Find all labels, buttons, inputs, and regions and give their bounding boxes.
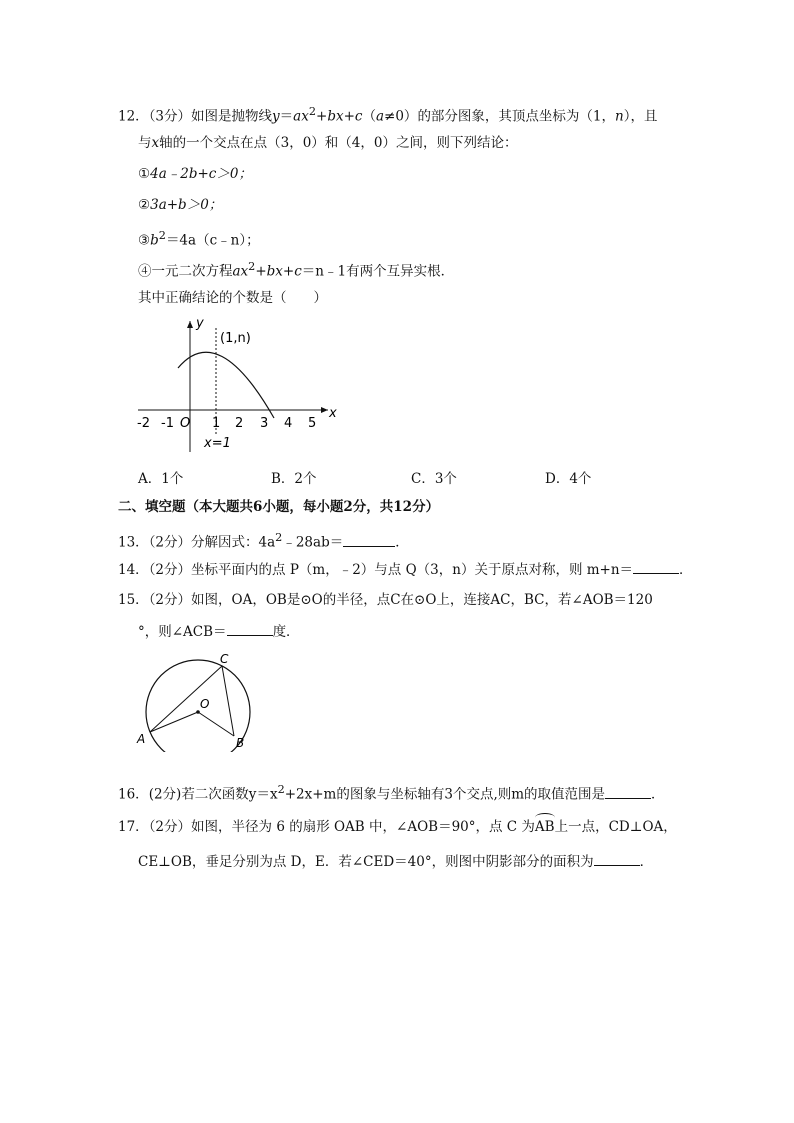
q12-text: 如图是抛物线 [191, 108, 273, 125]
q14-end: ． [679, 562, 693, 578]
q12-s4-label: ④ [138, 263, 152, 280]
q12-s3-label: ③ [138, 232, 151, 249]
q13-sup: 2 [275, 531, 283, 544]
q17-arc-ab: AB [534, 819, 555, 835]
q17-text2: CE⊥OB，垂足分别为点 D，E．若∠CED＝40°，则图中阴影部分的面积为 [138, 854, 594, 870]
q12-text-end: ），且 [623, 108, 658, 125]
q13-text: 分解因式：4a [191, 534, 276, 551]
q12-cond-open: （ [362, 108, 376, 125]
tick-label: 5 [308, 416, 317, 431]
q12-s4-ax: ax [232, 263, 249, 280]
q17-end: ． [639, 854, 654, 870]
q12-statement-3 [138, 227, 260, 250]
label-o: O [200, 697, 210, 711]
q17-number: 17． [118, 819, 149, 835]
q12-s4-rest: ＝n﹣1有两个互异实根． [301, 263, 455, 280]
q16-end: ． [651, 786, 665, 803]
q12-statement-2 [138, 196, 222, 214]
q14 [118, 560, 693, 579]
q13-answer-blank[interactable] [343, 533, 395, 547]
q14-number: 14． [118, 562, 149, 578]
q15-answer-blank[interactable] [227, 622, 273, 636]
circle-o [146, 660, 250, 752]
section-heading: 二、填空题（本大题共6小题，每小题2分，共12分） [118, 499, 440, 515]
q15-circle-diagram [136, 652, 266, 752]
parabola-curve [178, 352, 274, 418]
tick-label: 1 [212, 416, 221, 431]
q15-score: （2分） [148, 592, 192, 608]
q12-ask-text: 其中正确结论的个数是（ ） [138, 290, 327, 306]
segment-oa [150, 712, 198, 732]
q12-s4-sup: 2 [248, 260, 256, 273]
q12-eq-y: y [272, 108, 280, 125]
q12-s1-text: 4a﹣2b+c＞0； [150, 166, 252, 182]
q12-s4-mid: +bx+c [255, 263, 302, 280]
q13-end: ． [395, 534, 409, 551]
q12-option-d[interactable]: D．4个 [545, 471, 592, 487]
x-axis-arrow [321, 407, 328, 413]
q12-stem-line2 [138, 134, 517, 152]
q16-sup: 2 [277, 783, 285, 796]
label-b: B [236, 736, 245, 750]
q16-number: 16． [118, 786, 149, 803]
q16-rest: +2x+m的图象与坐标轴有3个交点,则m的取值范围是 [284, 786, 606, 803]
q16-answer-blank[interactable] [605, 785, 651, 799]
q16-score: (2分) [148, 786, 182, 803]
q13 [118, 529, 409, 552]
vertex-label: (1,n) [220, 331, 251, 346]
q12-cond-close: ≠0） [384, 108, 418, 125]
q12-number: 12． [118, 108, 149, 125]
q12-eq-equals: ＝ [279, 108, 294, 125]
q12-option-a[interactable]: A．1个 [138, 471, 184, 487]
q12-text-vertex: 的部分图象，其顶点坐标为（1， [417, 108, 616, 125]
tick-label: 3 [260, 416, 269, 431]
q15-text: 如图，OA，OB是⊙O的半径，点C在⊙O上，连接AC，BC，若∠AOB＝120 [191, 592, 653, 608]
segment-bc [222, 666, 234, 736]
q12-eq-rest: +bx+c [316, 108, 363, 125]
q12-s4-pre: 一元二次方程 [151, 263, 233, 280]
q15-end: 度． [272, 624, 300, 640]
q12-eq-sup: 2 [308, 105, 317, 118]
q15-line1 [118, 591, 653, 609]
q16 [118, 781, 665, 804]
q12-option-b[interactable]: B．2个 [271, 471, 317, 487]
origin-label: O [180, 416, 191, 431]
q12-score: （3分） [148, 108, 192, 125]
symmetry-axis-label: x=1 [204, 436, 231, 451]
q15-line2-text: °，则∠ACB＝ [138, 624, 227, 640]
q13-rest: ﹣28ab＝ [282, 534, 344, 551]
q12-line2-x: x [151, 135, 160, 151]
q12-s3-b: b [150, 232, 159, 249]
q15-line2 [138, 622, 300, 641]
q12-s2-label: ② [138, 197, 151, 213]
q12-cond-a: a [375, 108, 385, 125]
label-a: A [137, 732, 146, 746]
q17-text1b: 上一点，CD⊥OA， [554, 819, 677, 835]
q12-parabola-graph [132, 316, 342, 456]
q14-score: （2分） [148, 562, 192, 578]
q14-answer-blank[interactable] [633, 560, 679, 574]
q12-line2-text: 轴的一个交点在点（3，0）和（4，0）之间，则下列结论： [159, 135, 518, 151]
y-axis-arrow [187, 321, 193, 328]
q17-line1 [118, 818, 677, 836]
x-axis-label: x [329, 406, 337, 421]
tick-label: 2 [235, 416, 244, 431]
segment-ob [198, 712, 234, 736]
q17-score: （2分） [148, 819, 192, 835]
q13-number: 13． [118, 534, 149, 551]
q12-s1-label: ① [138, 166, 151, 182]
q12-option-c[interactable]: C．3个 [411, 471, 457, 487]
q16-text: 若二次函数y＝x [181, 786, 278, 803]
q12-s2-text: 3a+b＞0； [150, 197, 223, 213]
q12-s3-rest: ＝4a（c﹣n）； [165, 232, 260, 249]
q12-eq-ax: ax [293, 108, 309, 125]
q12-ask [138, 289, 327, 307]
q12-n: n [615, 108, 624, 125]
q12-stem-line1 [118, 103, 657, 126]
label-c: C [220, 652, 229, 666]
q12-s3-sup: 2 [158, 229, 166, 242]
q14-text: 坐标平面内的点 P（m，﹣2）与点 Q（3，n）关于原点对称，则 m+n＝ [191, 562, 634, 578]
tick-label: -2 [137, 416, 150, 431]
q12-line2-prefix: 与 [138, 135, 152, 151]
q17-line2 [138, 852, 653, 871]
q17-text1: 如图，半径为 6 的扇形 OAB 中，∠AOB＝90°，点 C 为 [191, 819, 535, 835]
q15-number: 15． [118, 592, 149, 608]
y-axis-label: y [196, 316, 204, 331]
q12-statement-1 [138, 165, 252, 183]
q13-score: （2分） [148, 534, 192, 551]
q17-answer-blank[interactable] [594, 852, 640, 866]
q12-statement-4 [138, 258, 454, 281]
tick-label: -1 [161, 416, 174, 431]
tick-label: 4 [284, 416, 293, 431]
